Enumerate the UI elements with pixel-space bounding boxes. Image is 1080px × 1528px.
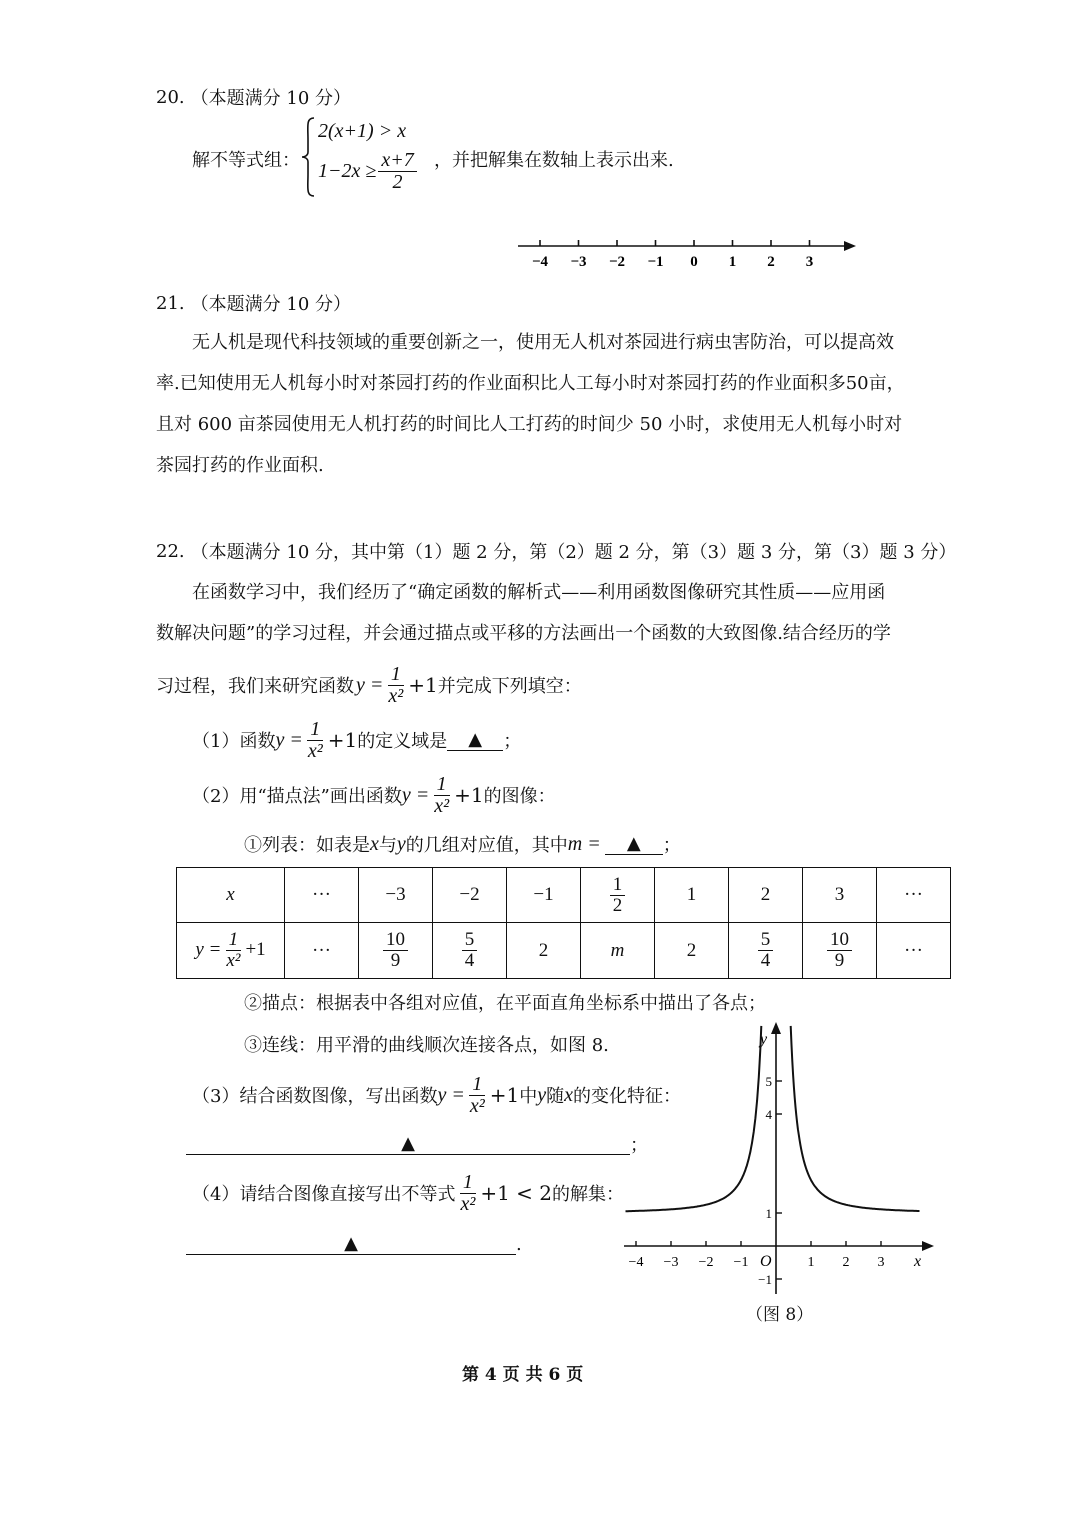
- q21-line4: 茶园打药的作业面积.: [156, 455, 324, 476]
- q22-part4: [192, 1168, 624, 1218]
- frac-num: 10: [827, 930, 852, 951]
- q22-part1: [192, 715, 521, 765]
- p3-text-b: 中: [519, 1086, 538, 1107]
- x-tick-label: 2: [842, 1255, 850, 1270]
- frac-den: 9: [834, 950, 845, 971]
- y-tick-label: 4: [765, 1107, 772, 1122]
- p2-1-y: y: [396, 832, 406, 855]
- q22-intro: [156, 572, 926, 654]
- q20-ineq2-left: 1−2x ≥: [318, 159, 377, 182]
- table-y-frac: [223, 930, 243, 971]
- q22-part3-answer: [186, 1130, 648, 1158]
- p3-plus-one: +1: [489, 1083, 520, 1107]
- q22-intro3-text: 习过程，我们来研究函数: [156, 676, 354, 697]
- system-brace: [300, 116, 316, 198]
- table-cell: ···: [285, 868, 359, 923]
- p2-1-m: m =: [567, 832, 601, 855]
- number-line-tick-label: −4: [531, 254, 549, 270]
- func-frac-den: x²: [388, 684, 404, 707]
- p2-1-text-c: 的几组对应值，其中: [405, 835, 568, 856]
- q22-intro-line2: 数解决问题”的学习过程，并会通过描点或平移的方法画出一个函数的大致图像.结合经历的学: [156, 623, 891, 644]
- q22-part4-answer: [186, 1230, 522, 1258]
- frac-den: 9: [390, 950, 401, 971]
- q21-line2: 率.已知使用无人机每小时对茶园打药的作业面积比人工每小时对茶园打药的作业面积多50亩，: [156, 373, 905, 394]
- table-cell: ···: [877, 868, 951, 923]
- table-header-x: x: [177, 868, 285, 923]
- q22-header: [156, 538, 956, 564]
- p3-func-y: y =: [437, 1083, 465, 1106]
- q21-header: [156, 290, 351, 316]
- func-frac-num: 1: [388, 664, 404, 686]
- page-footer: 第 4 页 共 6 页: [462, 1365, 584, 1385]
- table-y-plus-one: +1: [245, 938, 266, 960]
- table-cell: 2: [507, 923, 581, 979]
- q20-tail: ，并把解集在数轴上表示出来.: [434, 150, 674, 171]
- number-line: [510, 228, 860, 274]
- p2-1-end: ；: [662, 835, 681, 856]
- table-cell: ···: [877, 923, 951, 979]
- p4-inequality: +1 < 2: [480, 1181, 553, 1205]
- y-tick-label: 1: [765, 1206, 772, 1221]
- number-line-tick-label: −2: [608, 254, 626, 270]
- table-cell: ···: [285, 923, 359, 979]
- q20-ineq2-den: 2: [392, 170, 403, 193]
- q22-intro-line3: [156, 660, 582, 710]
- p1-frac-den: x²: [307, 739, 323, 762]
- table-cell: −2: [433, 868, 507, 923]
- number-line-tick-label: 3: [805, 254, 814, 270]
- frac-den: 4: [760, 950, 771, 971]
- p3-text-d: 的变化特征：: [572, 1086, 681, 1107]
- p4-frac-num: 1: [460, 1172, 476, 1194]
- p3-end: ；: [630, 1135, 648, 1156]
- frac-num: 5: [462, 930, 478, 951]
- p2-frac-den: x²: [434, 794, 450, 817]
- p1-answer-blank[interactable]: ▲: [447, 729, 503, 751]
- x-tick-label: −2: [698, 1255, 714, 1270]
- x-tick-label: −4: [628, 1255, 644, 1270]
- func-frac: [385, 664, 406, 707]
- q20-ineq1: 2(x+1) > x: [318, 119, 407, 142]
- q20-lead-text: 解不等式组：: [192, 150, 300, 171]
- number-line-tick-label: 0: [690, 254, 698, 270]
- p2-label: （2）用“描点法”画出函数: [192, 786, 402, 807]
- m-answer-blank[interactable]: ▲: [605, 833, 663, 855]
- p4-frac: [457, 1172, 478, 1215]
- x-tick-label: 1: [807, 1255, 815, 1270]
- x-axis-arrow-icon: [922, 1241, 934, 1251]
- q21-body: [156, 322, 926, 486]
- table-cell: −3: [359, 868, 433, 923]
- table-cell: 2: [729, 868, 803, 923]
- number-line-tick-label: −1: [647, 254, 664, 270]
- q20-number: 20.: [156, 86, 185, 108]
- q21-line1: 无人机是现代科技领域的重要创新之一，使用无人机对茶园进行病虫害防治，可以提高效: [192, 332, 894, 353]
- curve-right-branch: [791, 1026, 920, 1211]
- p2-1-text-b: 与: [378, 835, 397, 856]
- p2-1-text-a: ①列表：如表是: [244, 835, 370, 856]
- number-line-arrow-icon: [844, 241, 856, 251]
- p1-func-frac: [305, 719, 326, 762]
- p4-frac-den: x²: [460, 1192, 476, 1215]
- table-cell-frac: [359, 923, 433, 979]
- y-axis-label: y: [760, 1031, 768, 1048]
- frac-den: 4: [464, 950, 475, 971]
- q20-lead: [192, 146, 300, 172]
- table-cell: 2: [655, 923, 729, 979]
- q20-ineq2: [318, 144, 419, 198]
- q22-intro3-end: 并完成下列填空：: [437, 676, 582, 697]
- p3-text-c: 随: [546, 1086, 565, 1107]
- p1-func-y: y =: [275, 728, 303, 751]
- q20-header: [156, 84, 351, 110]
- q22-part2-connect: ③连线：用平滑的曲线顺次连接各点，如图 8.: [244, 1035, 609, 1056]
- q21-line3: 且对 600 亩茶园使用无人机打药的时间比人工打药的时间少 50 小时，求使用无人机每小时对: [156, 414, 903, 435]
- y-tick-label: 5: [765, 1074, 772, 1089]
- function-graph: [618, 1016, 940, 1304]
- p1-plus-one: +1: [327, 728, 358, 752]
- figure-caption: （图 8）: [746, 1305, 814, 1325]
- p4-end: .: [516, 1233, 522, 1255]
- func-plus-one: +1: [408, 673, 438, 697]
- q20-score: （本题满分 10 分）: [190, 88, 351, 109]
- q21-number: 21.: [156, 292, 185, 314]
- table-cell-frac: [581, 868, 655, 923]
- x-tick-label: −3: [663, 1255, 679, 1270]
- q21-score: （本题满分 10 分）: [190, 294, 351, 315]
- value-table: [176, 867, 951, 979]
- p1-end: ；: [503, 731, 522, 752]
- func-y: y =: [356, 673, 384, 696]
- p4-text: 的解集：: [552, 1184, 625, 1205]
- q22-part2: [192, 770, 556, 820]
- p2-func-frac: [431, 774, 452, 817]
- p4-answer-blank[interactable]: ▲: [186, 1233, 516, 1255]
- x-tick-label: 3: [877, 1255, 885, 1270]
- number-line-tick-label: 1: [728, 254, 737, 270]
- table-cell: −1: [507, 868, 581, 923]
- origin-label: O: [760, 1253, 772, 1270]
- p2-func-y: y =: [401, 783, 430, 806]
- x-tick-label: −1: [733, 1255, 749, 1270]
- frac-10-9-a: [383, 930, 408, 971]
- table-cell-m: m: [581, 923, 655, 979]
- q22-number: 22.: [156, 540, 185, 562]
- p3-label: （3）结合函数图像，写出函数: [192, 1086, 438, 1107]
- p3-frac-num: 1: [469, 1074, 485, 1096]
- number-line-tick-label: 2: [767, 254, 775, 270]
- p2-plus-one: +1: [454, 783, 484, 807]
- q20-ineq2-frac: [378, 150, 416, 193]
- table-cell-frac: [803, 923, 877, 979]
- frac-5-4-a: [462, 930, 478, 971]
- y-tick-label: −1: [758, 1272, 772, 1287]
- frac-half-num: 1: [610, 875, 626, 896]
- p2-text: 的图像：: [483, 786, 556, 807]
- frac-num: 5: [758, 930, 774, 951]
- p3-answer-blank[interactable]: ▲: [186, 1133, 630, 1155]
- p2-frac-num: 1: [434, 774, 450, 796]
- p1-text: 的定义域是: [357, 731, 448, 752]
- p1-label: （1）函数: [192, 731, 276, 752]
- q22-part2-list: [244, 830, 681, 858]
- frac-5-4-b: [758, 930, 774, 971]
- table-cell-frac: [729, 923, 803, 979]
- q22-part2-plot: ②描点：根据表中各组对应值，在平面直角坐标系中描出了各点；: [244, 993, 766, 1014]
- y-axis-arrow-icon: [771, 1022, 781, 1034]
- table-cell: 1: [655, 868, 729, 923]
- p2-1-x: x: [370, 832, 379, 855]
- q22-score: （本题满分 10 分，其中第（1）题 2 分，第（2）题 2 分，第（3）题 3 分，第（3）题 3 分）: [190, 542, 957, 563]
- table-row-x: [177, 868, 951, 923]
- table-y-eq: y =: [195, 938, 222, 960]
- frac-half: [610, 875, 626, 916]
- curve-left-branch: [626, 1026, 762, 1211]
- number-line-tick-label: −3: [570, 254, 587, 270]
- table-header-y: [177, 923, 285, 979]
- table-cell-frac: [433, 923, 507, 979]
- p1-frac-num: 1: [307, 719, 323, 741]
- x-axis-label: x: [914, 1253, 922, 1270]
- frac-num: 10: [383, 930, 408, 951]
- table-y-frac-den: x²: [226, 950, 241, 971]
- p3-y: y: [537, 1083, 547, 1106]
- q20-ineq2-num: x+7: [378, 150, 416, 172]
- p3-frac-den: x²: [469, 1094, 485, 1117]
- q22-part3: [192, 1070, 681, 1120]
- q22-intro-line1: 在函数学习中，我们经历了“确定函数的解析式——利用函数图像研究其性质——应用函: [192, 582, 886, 603]
- frac-half-den: 2: [612, 894, 623, 916]
- p3-x: x: [564, 1083, 573, 1106]
- p4-label: （4）请结合图像直接写出不等式: [192, 1184, 456, 1205]
- table-cell: 3: [803, 868, 877, 923]
- frac-10-9-b: [827, 930, 852, 971]
- table-y-frac-num: 1: [226, 930, 242, 951]
- p3-func-frac: [467, 1074, 488, 1117]
- table-row-y: [177, 923, 951, 979]
